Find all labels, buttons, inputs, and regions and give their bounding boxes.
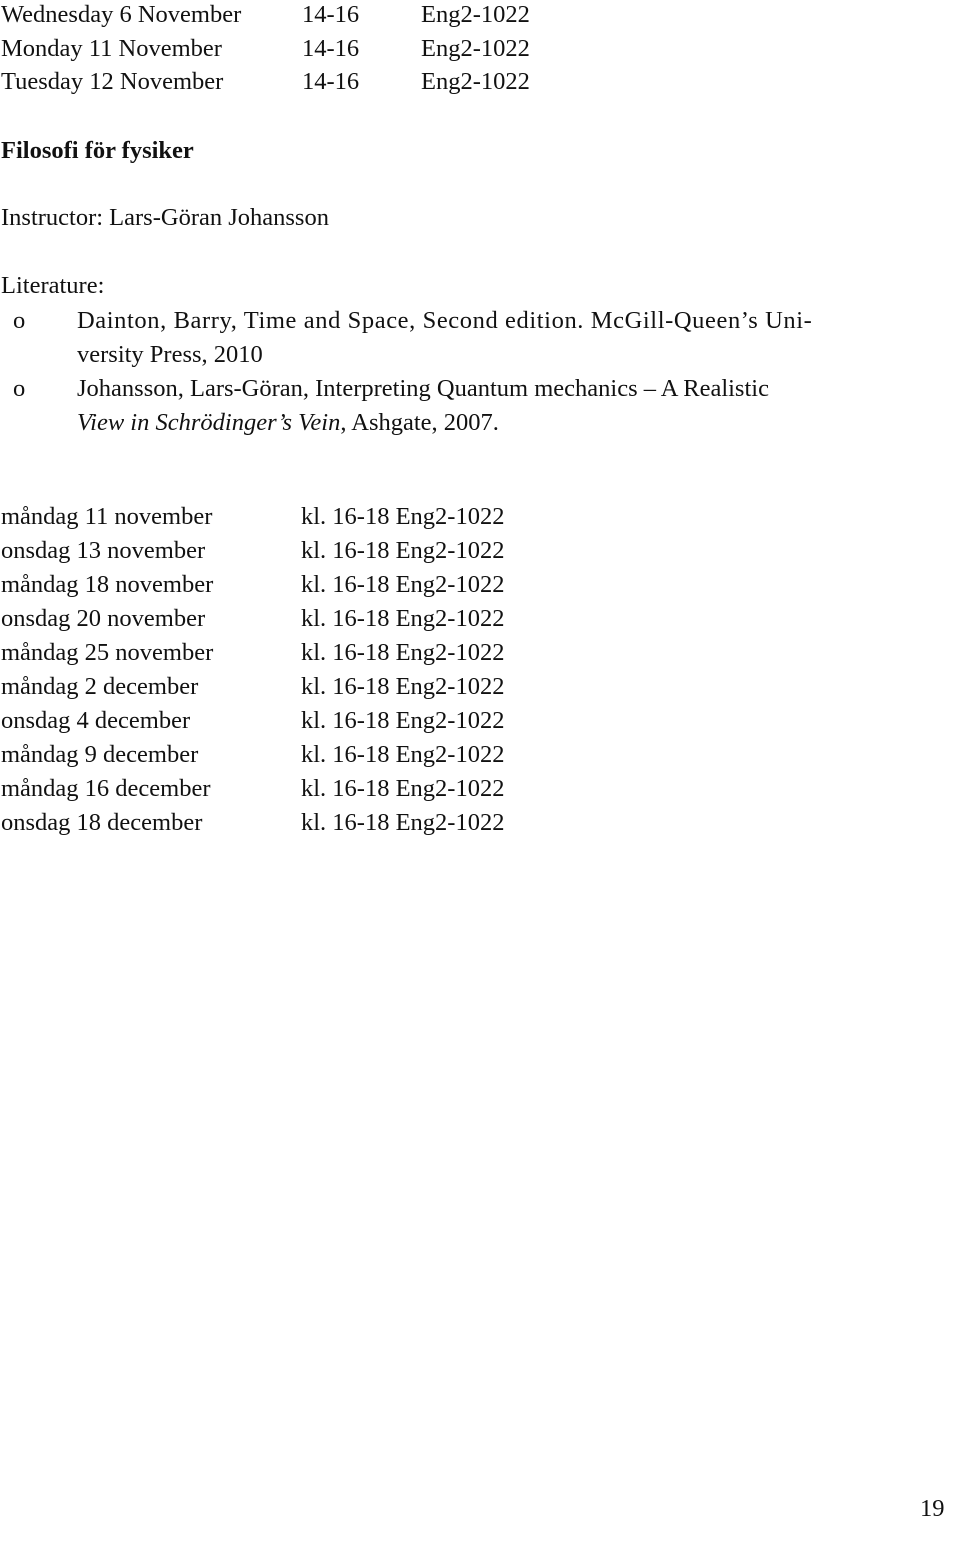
- schedule-day: Wednesday 6 November: [1, 1, 242, 28]
- schedule-slot: kl. 16-18 Eng2-1022: [301, 809, 505, 836]
- schedule-day: Monday 11 November: [1, 35, 222, 62]
- literature-line: versity Press, 2010: [77, 341, 263, 368]
- schedule-day: måndag 2 december: [1, 673, 199, 700]
- schedule-slot: kl. 16-18 Eng2-1022: [301, 707, 505, 734]
- schedule-day: onsdag 4 december: [1, 707, 191, 734]
- schedule-room: Eng2-1022: [421, 1, 530, 28]
- schedule-time: 14-16: [302, 68, 360, 95]
- schedule-slot: kl. 16-18 Eng2-1022: [301, 537, 505, 564]
- course-instructor: Instructor: Lars-Göran Johansson: [1, 204, 329, 231]
- schedule-time: 14-16: [302, 1, 360, 28]
- schedule-slot: kl. 16-18 Eng2-1022: [301, 639, 505, 666]
- schedule-slot: kl. 16-18 Eng2-1022: [301, 775, 505, 802]
- literature-book-title: View in Schrödinger’s Vein: [77, 409, 341, 436]
- course-title: Filosofi för fysiker: [1, 137, 194, 164]
- schedule-day: måndag 25 november: [1, 639, 214, 666]
- schedule-slot: kl. 16-18 Eng2-1022: [301, 673, 505, 700]
- schedule-day: onsdag 18 december: [1, 809, 203, 836]
- literature-publisher: , Ashgate, 2007.: [340, 409, 499, 436]
- schedule-slot: kl. 16-18 Eng2-1022: [301, 605, 505, 632]
- schedule-day: måndag 18 november: [1, 571, 214, 598]
- page-number: 19: [920, 1495, 945, 1522]
- schedule-slot: kl. 16-18 Eng2-1022: [301, 503, 505, 530]
- schedule-day: Tuesday 12 November: [1, 68, 224, 95]
- literature-line: Johansson, Lars-Göran, Interpreting Quantum mechanics – A Realistic: [77, 375, 769, 402]
- schedule-day: onsdag 20 november: [1, 605, 206, 632]
- schedule-room: Eng2-1022: [421, 35, 530, 62]
- schedule-day: måndag 9 december: [1, 741, 199, 768]
- literature-line: Dainton, Barry, Time and Space, Second edition. McGill-Queen’s Uni-: [77, 307, 813, 334]
- schedule-slot: kl. 16-18 Eng2-1022: [301, 741, 505, 768]
- literature-line: [77, 408, 499, 438]
- literature-heading: Literature:: [1, 272, 105, 299]
- bullet-icon: o: [13, 375, 26, 402]
- schedule-day: måndag 16 december: [1, 775, 211, 802]
- schedule-time: 14-16: [302, 35, 360, 62]
- schedule-day: måndag 11 november: [1, 503, 213, 530]
- bullet-icon: o: [13, 307, 26, 334]
- schedule-slot: kl. 16-18 Eng2-1022: [301, 571, 505, 598]
- schedule-room: Eng2-1022: [421, 68, 530, 95]
- schedule-day: onsdag 13 november: [1, 537, 206, 564]
